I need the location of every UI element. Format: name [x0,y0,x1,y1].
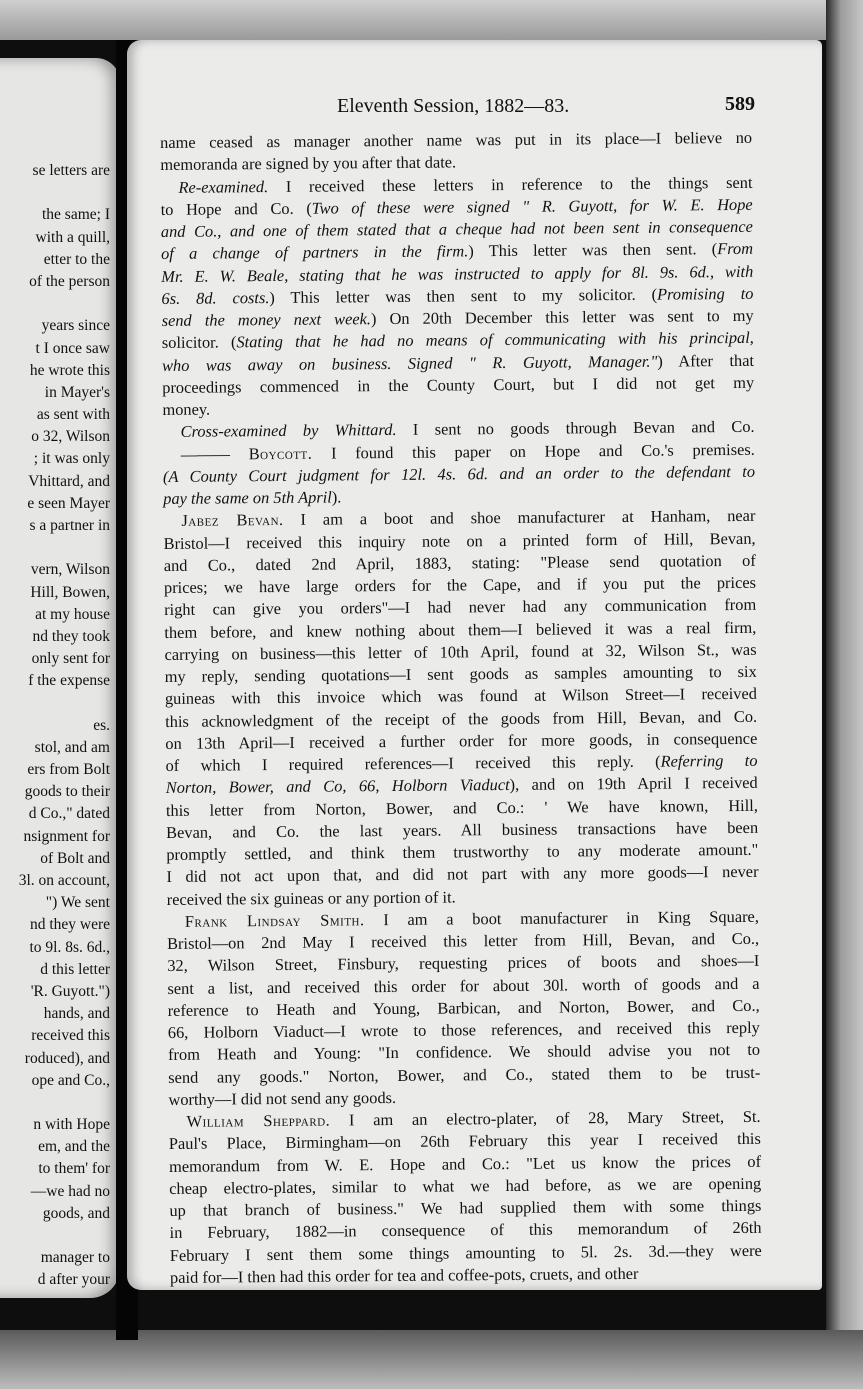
text-run: carrying on business—this letter of 10th April, found at 32, Wilson St., was [164,639,757,664]
text-run: 66, Holborn Viaduct—I wrote to those references, and received this reply [167,1017,760,1042]
previous-page-line: received this [31,1027,110,1045]
previous-page-line: Vhittard, and [28,472,110,490]
text-run: my reply, sending quotations—I sent goods as samples amounting to six [164,661,757,686]
previous-page-line [0,182,110,204]
previous-page-line: s a partner in [29,517,110,534]
italic-text: of a change of partners in the firm. [160,241,469,264]
witness-name: Boycott. [248,443,313,463]
italic-text: Norton, Bower, and Co, 66, Holborn Viaduct [165,775,510,798]
italic-text: Promising to [656,283,754,304]
text-run: name ceased as manager another name was put in its place—I believe no [160,127,753,152]
previous-page-line: nd they took [32,627,110,645]
previous-page-line [0,537,110,559]
text-run: Bristol—on 2nd May I received this letter from Hill, Bevan, and Co., [166,928,760,953]
text-run: sent a list, and received this order for about 30l. worth of goods and a [167,973,760,998]
text-run: Paul's Place, Birmingham—on 26th February this year I received this [168,1129,761,1154]
previous-page-line: nsignment for [23,827,110,845]
previous-page-line: roduced), and [24,1049,110,1067]
previous-page-line: 'R. Guyott.") [30,982,110,1000]
scanner-background-right [826,0,863,1389]
text-run: proceedings commenced in the County Court, but I did not get my [162,372,755,397]
previous-page-line: vern, Wilson [30,561,110,579]
text-run: I am a boot and shoe manufacturer at Hanham, near [283,506,756,530]
italic-text: Two of these were signed " R. Guyott, for W. E. Hope [311,194,753,218]
text-run: send any goods." Norton, Bower, and Co., stated them to be trust- [168,1062,761,1087]
text-run: I am a boot manufacturer in King Square, [364,906,759,929]
text-run: ) On 20th December this letter was sent to my [370,305,754,329]
text-run: received the six guineas or any portion of it. [166,886,456,909]
text-run: ) After that [657,350,755,371]
text-run: worthy—I did not send any goods. [168,1087,397,1109]
text-run: ——— [180,443,249,464]
previous-page-line [0,1225,110,1247]
previous-page-line: to 9l. 8s. 6d., [29,938,110,956]
previous-page-line: d after your [37,1271,110,1289]
text-run: this letter from Norton, Bower, and Co.: ' We have known, Hill, [165,795,758,820]
previous-page-line: o 32, Wilson [31,428,110,446]
italic-text: pay the same on 5th April [163,487,332,508]
text-run: ), and on 19th April I received [509,773,758,795]
italic-text: 6s. 8d. costs. [161,287,270,308]
previous-page-line: f the expense [28,672,110,690]
text-run: in February, 1882—in consequence of this memorandum of 26th [169,1218,762,1243]
text-run: right can give you orders"—I had never had any communication from [164,595,757,620]
previous-page-line: e seen Mayer [27,494,110,512]
previous-page-line: 3l. on account, [18,872,110,889]
previous-page-line: es. [93,716,110,734]
text-run: I found this paper on Hope and Co.'s premises. [312,439,755,463]
text-run: memorandum from W. E. Hope and Co.: "Let us know the prices of [168,1151,762,1176]
previous-page-line: t I once saw [35,339,110,357]
previous-page-line: as sent with [36,406,110,424]
italic-text: Cross-examined by Whittard. [180,420,397,442]
page-number: 589 [725,93,755,115]
text-run: up that branch of business." We had supplied them with some things [169,1195,762,1220]
text-run: I did not act upon that, and did not part with any more goods—I never [166,862,759,887]
text-run: I am an electro-plater, of 28, Mary Street, St. [330,1106,761,1130]
previous-page-line: ope and Co., [31,1071,110,1089]
previous-page-line: d Co.," dated [28,805,110,823]
text-run: February I sent them some things amounting to 5l. 2s. 3d.—they were [169,1240,762,1265]
text-run: money. [162,399,211,419]
previous-page-line: manager to [40,1249,110,1267]
previous-page-line: d this letter [40,960,110,978]
italic-text: who was away on business. Signed " R. Guyott, Manager." [161,351,658,375]
text-run: and Co., dated 2nd April, 1883, stating: "Please send quotation of [163,550,756,575]
previous-page-line: in Mayer's [44,383,110,401]
previous-page-line: he wrote this [29,361,110,379]
previous-page-line: of the person [29,272,110,290]
previous-page-line: se letters are [32,162,110,179]
text-run: 32, Wilson Street, Finsbury, requesting prices of boots and shoes—I [167,951,760,976]
scanner-background-top [0,0,863,40]
text-run: promptly settled, and think them trustworthy to any moderate amount." [166,839,759,864]
previous-page-line: ers from Bolt [27,761,110,779]
previous-page-line: ") We sent [45,894,110,912]
previous-page-line: goods, and [42,1204,110,1222]
text-run: from Heath and Young: "In confidence. We should advise you not to [167,1040,761,1065]
text-run: them before, and knew nothing about them—I believed it was a real firm, [164,617,757,642]
text-run: ) This letter was then sent. ( [468,239,718,261]
text-run: Bristol—I received this inquiry note on a printed form of Hill, Bevan, [163,528,756,553]
previous-page-line [0,293,110,315]
previous-page-line: the same; I [41,206,110,224]
previous-page-fragment [0,58,120,1298]
italic-text: Mr. E. W. Beale, stating that he was instructed to apply for 8l. 9s. 6d., with [161,261,754,286]
italic-text: and Co., and one of them stated that a cheque had not been sent in consequence [160,216,753,241]
italic-text: From [717,239,754,259]
text-run: I received these letters in reference to the things sent [268,172,753,196]
text-run: Bevan, and Co. the last years. All business transactions have been [166,817,759,842]
text-run: paid for—I then had this order for tea and coffee-pots, cruets, and other [169,1263,639,1287]
previous-page-line: to them' for [38,1160,110,1178]
text-run: guineas with this invoice which was found at Wilson Street—I received [164,684,758,709]
book-page [127,40,822,1290]
previous-page-line: em, and the [38,1138,110,1156]
text-run: ). [331,487,342,507]
italic-text: Re-examined. [178,176,269,197]
previous-page-line: hands, and [43,1005,110,1023]
previous-page-line: n with Hope [33,1116,110,1134]
text-line [170,1262,762,1289]
italic-text: send the money next week. [161,309,372,330]
previous-page-line: nd they were [29,916,110,934]
text-run: this acknowledgment of the receipt of the goods from Hill, Bevan, and Co. [165,706,758,731]
previous-page-line [0,693,110,715]
body-text [160,127,762,1289]
previous-page-line: etter to the [43,250,110,268]
previous-page-line: goods to their [24,783,110,801]
text-run: solicitor. ( [161,332,237,353]
running-head-title: Eleventh Session, 1882—83. [337,95,570,117]
previous-page-line: years since [41,317,110,335]
witness-name: Frank Lindsay Smith. [184,909,365,931]
text-run: I sent no goods through Bevan and Co. [396,417,755,440]
text-run: ) This letter was then sent to my solicitor. ( [269,284,658,307]
previous-page-line [0,1092,110,1114]
running-head [127,95,822,125]
previous-page-line: —we had no [30,1182,110,1200]
text-run: of which I required references—I received this reply. ( [165,751,661,775]
italic-text: (A County Court judgment for 12l. 4s. 6d. and an order to the defendant to [162,461,756,486]
text-run: to Hope and Co. ( [160,198,312,219]
previous-page-line: Hill, Bowen, [30,583,110,601]
previous-page-line: with a quill, [35,228,110,246]
previous-page-text [0,160,110,1292]
previous-page-line: ; it was only [33,450,110,468]
italic-text: Stating that he had no means of communicating with his principal, [236,328,754,352]
previous-page-line: at my house [35,605,110,623]
text-run: memoranda are signed by you after that date. [160,152,457,175]
witness-name: Jabez Bevan. [181,510,284,531]
previous-page-line: only sent for [31,650,110,668]
text-run: reference to Heath and Young, Barbican, and Norton, Bower, and Co., [167,995,760,1020]
text-run: cheap electro-plates, similar to what we had before, as we are opening [169,1173,762,1198]
text-run: prices; we have large orders for the Cape, and if you put the prices [163,572,757,597]
previous-page-line: stol, and am [34,738,110,756]
italic-text: Referring to [660,750,758,771]
text-run: on 13th April—I received a further order for more goods, in consequence [165,728,758,753]
witness-name: William Sheppard. [186,1110,331,1131]
previous-page-line: of Bolt and [40,849,110,867]
